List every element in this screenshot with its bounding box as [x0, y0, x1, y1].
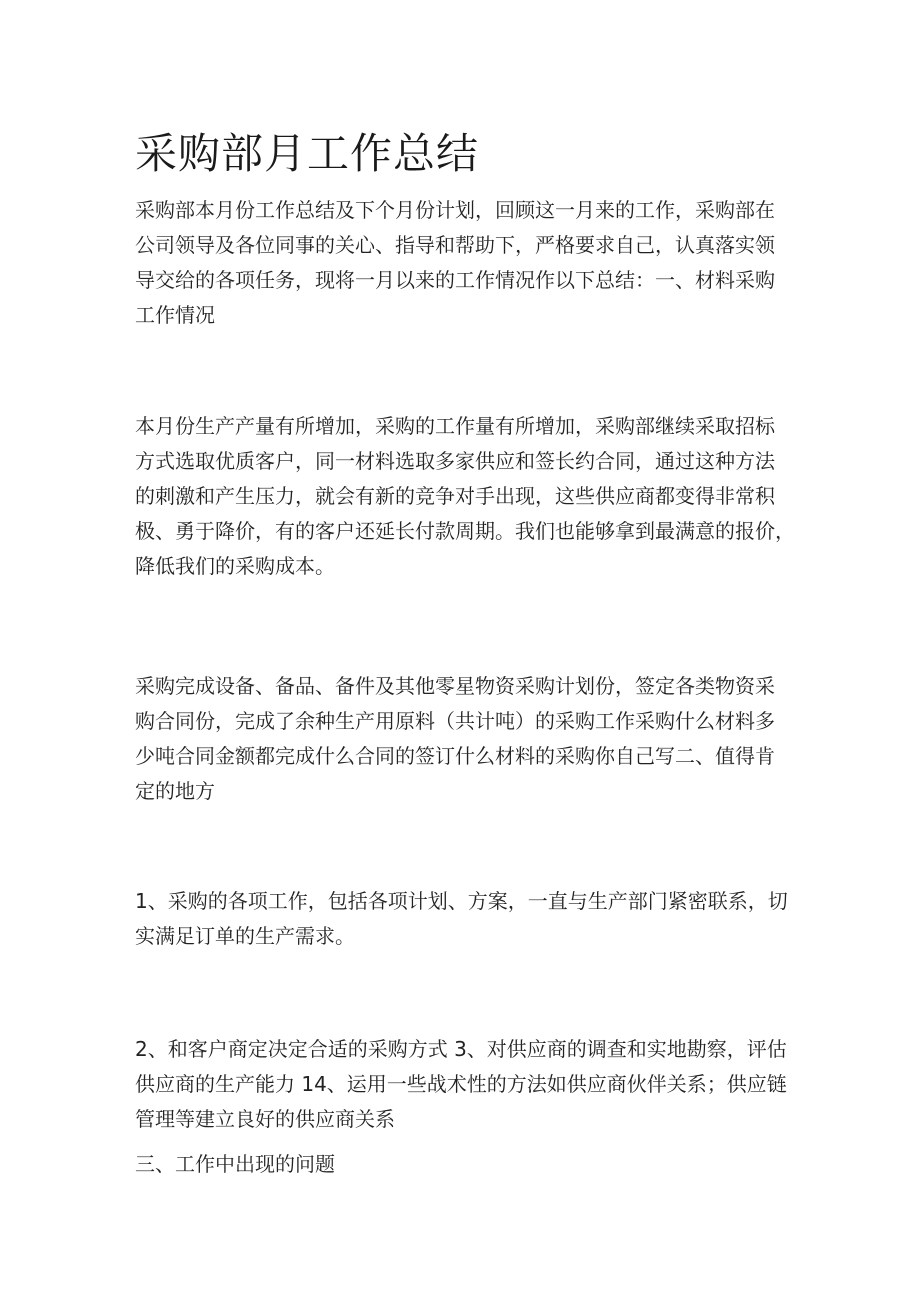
text-line: 采购部本月份工作总结及下个月份计划，回顾这一月来的工作，采购部在	[135, 198, 775, 222]
text-line: 极、勇于降价，有的客户还延长付款周期。我们也能够拿到最满意的报价，	[135, 519, 795, 543]
text-line: 本月份生产产量有所增加，采购的工作量有所增加，采购部继续采取招标	[135, 414, 775, 438]
text-line: 的刺激和产生压力，就会有新的竞争对手出现，这些供应商都变得非常积	[135, 484, 775, 508]
paragraph-4	[135, 884, 805, 954]
text-line: 少吨合同金额都完成什么合同的签订什么材料的采购你自己写二、值得肯	[135, 744, 775, 768]
text-line: 公司领导及各位同事的关心、指导和帮助下，严格要求自己，认真落实领	[135, 233, 775, 257]
text-line: 降低我们的采购成本。	[135, 554, 335, 578]
paragraph-2	[135, 409, 805, 584]
text-line: 导交给的各项任务，现将一月以来的工作情况作以下总结：一、材料采购	[135, 268, 775, 292]
text-line: 供应商的生产能力 14、运用一些战术性的方法如供应商伙伴关系；供应链	[135, 1072, 787, 1096]
text-line: 2、和客户商定决定合适的采购方式 3、对供应商的调查和实地勘察，评估	[135, 1037, 787, 1061]
paragraph-5	[135, 1032, 805, 1137]
paragraph-3	[135, 669, 805, 809]
text-line: 实满足订单的生产需求。	[135, 924, 355, 948]
text-line: 定的地方	[135, 779, 215, 803]
text-line: 工作情况	[135, 303, 215, 327]
document-title: 采购部月工作总结	[135, 129, 480, 178]
text-line: 购合同份，完成了余种生产用原料（共计吨）的采购工作采购什么材料多	[135, 709, 775, 733]
text-line: 管理等建立良好的供应商关系	[135, 1107, 395, 1131]
text-line: 1、采购的各项工作，包括各项计划、方案，一直与生产部门紧密联系，切	[135, 889, 788, 913]
paragraph-1	[135, 193, 805, 333]
text-line: 采购完成设备、备品、备件及其他零星物资采购计划份，签定各类物资采	[135, 674, 775, 698]
text-line: 方式选取优质客户，同一材料选取多家供应和签长约合同，通过这种方法	[135, 449, 775, 473]
section-heading: 三、工作中出现的问题	[135, 1152, 335, 1176]
paragraph-6	[135, 1147, 805, 1182]
